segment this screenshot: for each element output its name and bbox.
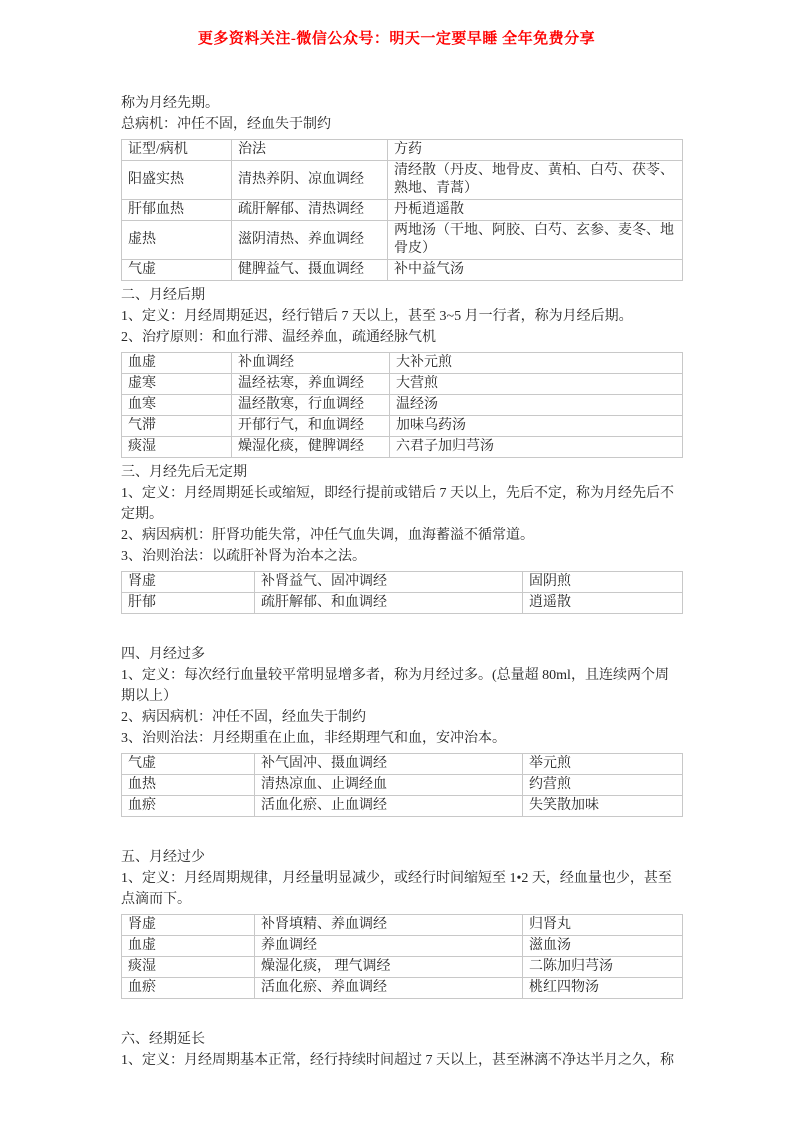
table-row (122, 572, 683, 593)
cell-method: 补血调经 (232, 353, 390, 374)
table-row (122, 796, 683, 817)
section3-line-1: 1、定义：月经周期延长或缩短，即经行提前或错后 7 天以上，先后不定，称为月经先后不定期。 (121, 486, 674, 522)
section-heading-late-period: 二、月经后期 (121, 288, 205, 303)
cell-syndrome: 气虚 (122, 260, 232, 281)
cell-syndrome: 肾虚 (122, 915, 255, 936)
document-body (121, 93, 682, 1071)
table-late-period (121, 352, 683, 458)
cell-method: 燥湿化痰，健脾调经 (232, 437, 390, 458)
cell-method: 温经散寒，行血调经 (232, 395, 390, 416)
table-row (122, 416, 683, 437)
spacer (121, 618, 682, 644)
table-row (122, 161, 683, 200)
section2-line-1: 1、定义：月经周期延迟，经行错后 7 天以上，甚至 3~5 月一行者，称为月经后期。 (121, 309, 633, 324)
cell-formula: 逍遥散 (523, 593, 683, 614)
cell-syndrome: 肾虚 (122, 572, 255, 593)
section3-line-2: 2、病因病机：肝肾功能失常，冲任气血失调，血海蓄溢不循常道。 (121, 528, 534, 543)
section4-line-2: 2、病因病机：冲任不固，经血失于制约 (121, 710, 366, 725)
section4-line-3: 3、治则治法：月经期重在止血，非经期理气和血，安冲治本。 (121, 731, 506, 746)
table-row (122, 978, 683, 999)
table-header-row (122, 140, 683, 161)
cell-method: 清热养阴、凉血调经 (232, 161, 388, 200)
header-notice: 更多资料关注-微信公众号：明天一定要早睡 全年免费分享 (197, 31, 596, 47)
table-row (122, 593, 683, 614)
cell-method: 养血调经 (255, 936, 523, 957)
table-irregular-cycle (121, 571, 683, 614)
cell-formula: 举元煎 (523, 754, 683, 775)
table-row (122, 915, 683, 936)
cell-method: 补气固冲、摄血调经 (255, 754, 523, 775)
cell-formula: 温经汤 (390, 395, 683, 416)
cell-method: 健脾益气、摄血调经 (232, 260, 388, 281)
spacer (121, 1003, 682, 1029)
cell-syndrome: 血瘀 (122, 796, 255, 817)
cell-method: 温经祛寒，养血调经 (232, 374, 390, 395)
cell-formula: 二陈加归芎汤 (523, 957, 683, 978)
cell-syndrome: 气虚 (122, 754, 255, 775)
table-row (122, 353, 683, 374)
cell-formula: 丹栀逍遥散 (388, 200, 683, 221)
section6-line-1: 1、定义：月经周期基本正常，经行持续时间超过 7 天以上，甚至淋漓不净达半月之久，称 (121, 1053, 674, 1068)
cell-syndrome: 痰湿 (122, 957, 255, 978)
intro-line-1: 称为月经先期。 (121, 96, 219, 111)
cell-syndrome: 气滞 (122, 416, 232, 437)
table-heavy-flow (121, 753, 683, 817)
cell-method: 补肾填精、养血调经 (255, 915, 523, 936)
cell-method: 补肾益气、固冲调经 (255, 572, 523, 593)
cell-formula: 滋血汤 (523, 936, 683, 957)
cell-formula: 固阴煎 (523, 572, 683, 593)
cell-method: 燥湿化痰， 理气调经 (255, 957, 523, 978)
table-row (122, 221, 683, 260)
cell-syndrome: 痰湿 (122, 437, 232, 458)
table-row (122, 957, 683, 978)
table-row (122, 260, 683, 281)
spacer (121, 821, 682, 847)
cell-syndrome: 虚热 (122, 221, 232, 260)
section-heading-irregular-cycle: 三、月经先后无定期 (121, 465, 247, 480)
section2-line-2: 2、治疗原则：和血行滞、温经养血，疏通经脉气机 (121, 330, 436, 345)
cell-method: 活血化瘀、养血调经 (255, 978, 523, 999)
cell-syndrome: 血热 (122, 775, 255, 796)
cell-formula: 桃红四物汤 (523, 978, 683, 999)
cell-formula: 失笑散加味 (523, 796, 683, 817)
cell-formula: 加味乌药汤 (390, 416, 683, 437)
table-row (122, 754, 683, 775)
cell-formula: 大补元煎 (390, 353, 683, 374)
section-heading-light-flow: 五、月经过少 (121, 850, 205, 865)
cell-method: 开郁行气，和血调经 (232, 416, 390, 437)
table-row (122, 775, 683, 796)
section-heading-prolonged-period: 六、经期延长 (121, 1032, 205, 1047)
cell-method: 疏肝解郁、清热调经 (232, 200, 388, 221)
table-row (122, 437, 683, 458)
cell-method: 活血化瘀、止血调经 (255, 796, 523, 817)
header-cell-syndrome: 证型/病机 (122, 140, 232, 161)
cell-syndrome: 阳盛实热 (122, 161, 232, 200)
cell-syndrome: 血虚 (122, 936, 255, 957)
cell-syndrome: 肝郁 (122, 593, 255, 614)
cell-method: 滋阴清热、养血调经 (232, 221, 388, 260)
section3-line-3: 3、治则治法：以疏肝补肾为治本之法。 (121, 549, 366, 564)
table-row (122, 200, 683, 221)
cell-syndrome: 血瘀 (122, 978, 255, 999)
cell-syndrome: 虚寒 (122, 374, 232, 395)
cell-formula: 归肾丸 (523, 915, 683, 936)
cell-formula: 约营煎 (523, 775, 683, 796)
header-cell-method: 治法 (232, 140, 388, 161)
cell-syndrome: 血虚 (122, 353, 232, 374)
cell-syndrome: 肝郁血热 (122, 200, 232, 221)
table-light-flow (121, 914, 683, 999)
section5-line-1: 1、定义：月经周期规律，月经量明显减少，或经行时间缩短至 1•2 天，经血量也少，甚至点滴而下。 (121, 871, 672, 907)
header-cell-formula: 方药 (388, 140, 683, 161)
cell-formula: 清经散（丹皮、地骨皮、黄柏、白芍、茯苓、熟地、青蒿） (388, 161, 683, 200)
table-row (122, 374, 683, 395)
intro-line-2: 总病机：冲任不固，经血失于制约 (121, 117, 331, 132)
cell-formula: 两地汤（干地、阿胶、白芍、玄参、麦冬、地骨皮） (388, 221, 683, 260)
cell-formula: 补中益气汤 (388, 260, 683, 281)
cell-method: 疏肝解郁、和血调经 (255, 593, 523, 614)
cell-syndrome: 血寒 (122, 395, 232, 416)
section-heading-heavy-flow: 四、月经过多 (121, 647, 205, 662)
table-row (122, 936, 683, 957)
table-row (122, 395, 683, 416)
cell-formula: 六君子加归芎汤 (390, 437, 683, 458)
table-early-period (121, 139, 683, 281)
section4-line-1: 1、定义：每次经行血量较平常明显增多者，称为月经过多。(总量超 80ml，且连续两个周期以上） (121, 668, 669, 704)
cell-formula: 大营煎 (390, 374, 683, 395)
cell-method: 清热凉血、止调经血 (255, 775, 523, 796)
